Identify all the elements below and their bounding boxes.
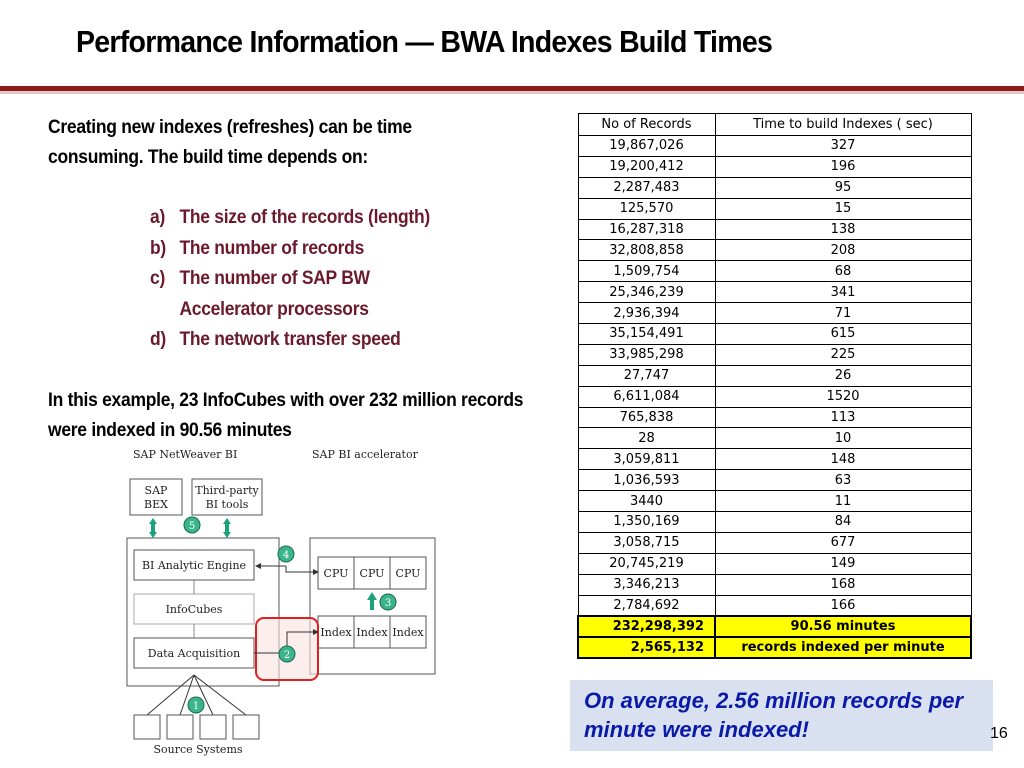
table-row [578,303,971,324]
table-row [578,219,971,240]
svg-text:Index: Index [392,626,424,639]
time-cell: 138 [715,219,971,240]
time-cell: 68 [715,261,971,282]
factor-item: b) The number of records [150,237,365,259]
build-times-table [577,113,972,659]
records-cell: 2,287,483 [578,177,715,198]
table-row [578,365,971,386]
table-row [578,407,971,428]
table-row [578,198,971,219]
summary-text: In this example, 23 InfoCubes with over 232 million records were indexed in 90.56 minutes [48,390,524,441]
label-source-systems: Source Systems [153,743,243,756]
records-cell: 35,154,491 [578,324,715,345]
total-records-cell: 232,298,392 [578,616,715,637]
bwa-architecture-diagram [100,442,445,760]
records-cell: 16,287,318 [578,219,715,240]
time-cell: 113 [715,407,971,428]
records-cell: 20,745,219 [578,553,715,574]
table-row [578,574,971,595]
slide-title: Performance Information — BWA Indexes Build Times [76,24,773,59]
time-cell: 26 [715,365,971,386]
table-row [578,595,971,616]
records-cell: 19,867,026 [578,136,715,157]
table-header-row [578,114,971,136]
svg-text:5: 5 [188,521,196,532]
records-cell: 19,200,412 [578,156,715,177]
column-header-time: Time to build Indexes ( sec) [715,114,971,136]
svg-text:Data Acquisition: Data Acquisition [147,647,241,660]
time-cell: 196 [715,156,971,177]
total-row [578,616,971,637]
svg-text:3: 3 [384,598,392,609]
source-system-box [134,715,160,739]
table-row [578,553,971,574]
time-cell: 15 [715,198,971,219]
svg-text:1: 1 [192,701,200,712]
records-cell: 32,808,858 [578,240,715,261]
records-cell: 28 [578,428,715,449]
svg-text:InfoCubes: InfoCubes [165,603,223,616]
records-cell: 3,346,213 [578,574,715,595]
table-row [578,512,971,533]
time-cell: 168 [715,574,971,595]
records-cell: 125,570 [578,198,715,219]
page-number: 16 [990,725,1008,742]
svg-text:BI tools: BI tools [205,498,249,511]
time-cell: 149 [715,553,971,574]
time-cell: 615 [715,324,971,345]
time-cell: 208 [715,240,971,261]
time-cell: 95 [715,177,971,198]
svg-text:Index: Index [320,626,352,639]
table-row [578,428,971,449]
records-cell: 2,936,394 [578,303,715,324]
table-row [578,156,971,177]
label-netweaver-bi: SAP NetWeaver BI [133,448,238,461]
table-row [578,491,971,512]
time-cell: 341 [715,282,971,303]
time-cell: 63 [715,470,971,491]
svg-text:2: 2 [283,650,291,661]
records-cell: 1,036,593 [578,470,715,491]
total-label-cell: records indexed per minute [715,637,971,658]
svg-text:4: 4 [282,550,290,561]
table-row [578,177,971,198]
records-cell: 3,058,715 [578,532,715,553]
source-system-box [167,715,193,739]
time-cell: 166 [715,595,971,616]
table-row [578,136,971,157]
table-row [578,344,971,365]
svg-text:CPU: CPU [359,567,385,580]
svg-text:Index: Index [356,626,388,639]
average-note: On average, 2.56 million records per minute were indexed! [570,680,993,751]
time-cell: 71 [715,303,971,324]
records-cell: 1,509,754 [578,261,715,282]
label-bi-accelerator: SAP BI accelerator [312,448,418,461]
records-cell: 3440 [578,491,715,512]
column-header-records: No of Records [578,114,715,136]
svg-text:Third-party: Third-party [195,484,259,497]
time-cell: 1520 [715,386,971,407]
svg-text:BEX: BEX [144,498,168,511]
records-cell: 2,784,692 [578,595,715,616]
records-cell: 1,350,169 [578,512,715,533]
time-cell: 148 [715,449,971,470]
time-cell: 677 [715,532,971,553]
title-divider-shadow [0,91,1024,94]
total-label-cell: 90.56 minutes [715,616,971,637]
source-system-box [233,715,259,739]
factor-item: a) The size of the records (length) [150,207,430,228]
table-row [578,282,971,303]
svg-text:CPU: CPU [395,567,421,580]
table-row [578,470,971,491]
factor-list [150,203,430,356]
time-cell: 84 [715,512,971,533]
time-cell: 11 [715,491,971,512]
time-cell: 327 [715,136,971,157]
table-row [578,386,971,407]
intro-text: Creating new indexes (refreshes) can be time consuming. The build time depends on: [48,117,412,168]
time-cell: 225 [715,344,971,365]
records-cell: 33,985,298 [578,344,715,365]
total-records-cell: 2,565,132 [578,637,715,658]
source-system-box [200,715,226,739]
table-row [578,324,971,345]
factor-item: d) The network transfer speed [150,329,401,350]
factor-item: c) The number of SAP BW [150,268,370,289]
records-cell: 3,059,811 [578,449,715,470]
table-row [578,532,971,553]
records-cell: 25,346,239 [578,282,715,303]
svg-text:BI Analytic Engine: BI Analytic Engine [141,559,247,572]
time-cell: 10 [715,428,971,449]
factor-item: Accelerator processors [179,298,369,320]
total-row [578,637,971,658]
svg-text:CPU: CPU [323,567,349,580]
table-row [578,261,971,282]
records-cell: 765,838 [578,407,715,428]
svg-text:SAP: SAP [144,484,168,497]
records-cell: 27,747 [578,365,715,386]
table-row [578,240,971,261]
records-cell: 6,611,084 [578,386,715,407]
table-row [578,449,971,470]
